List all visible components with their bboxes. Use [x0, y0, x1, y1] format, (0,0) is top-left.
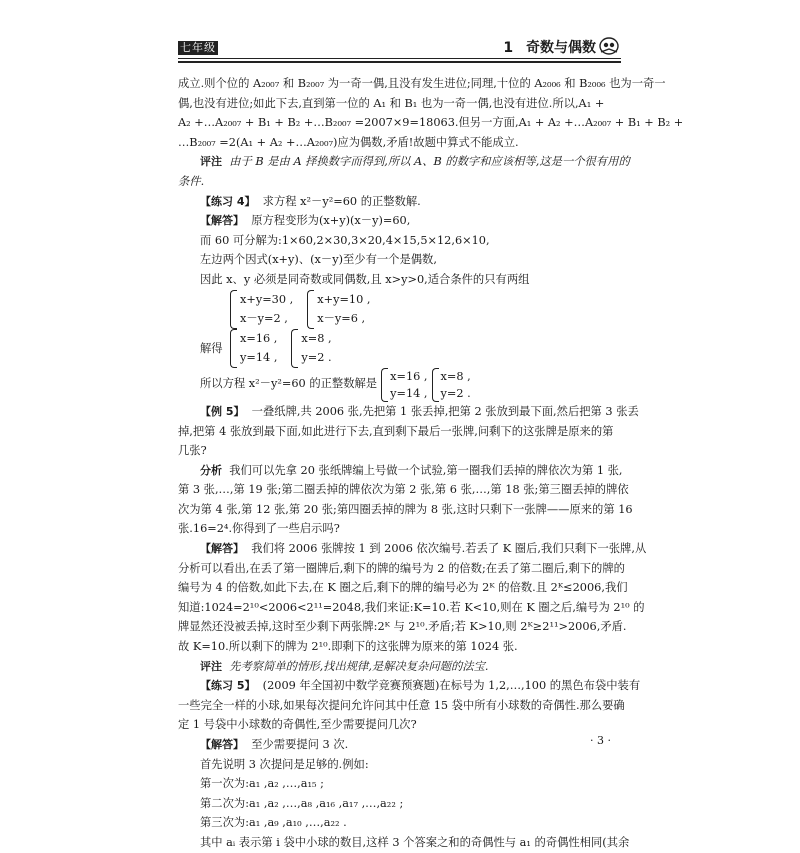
text-line: 因此 x、y 必须是同奇数或同偶数,且 x>y>0,适合条件的只有两组	[200, 272, 530, 286]
analysis-label: 分析	[200, 463, 222, 477]
text-line: 第 3 张,…,第 19 张;第二圈丢掉的牌依次为第 2 张,第 6 张,…,第 18 张;第三圈丢掉的牌依	[178, 483, 629, 497]
note-label: 评注	[200, 155, 222, 169]
text-line: 知道:1024=2¹⁰<2006<2¹¹=2048,我们来证:K=10.若 K<10,则在 K 圈之后,编号为 2¹⁰ 的	[178, 600, 645, 614]
text-line: 第一次为:a₁ ,a₂ ,…,a₁₅ ;	[200, 777, 324, 791]
solution-systems	[178, 329, 624, 368]
answer-text: 我们将 2006 张牌按 1 到 2006 依次编号.若丢了 K 圈后,我们只剩下一张牌,从	[251, 542, 647, 556]
text-line: …B₂₀₀₇ =2(A₁ + A₂ +…A₂₀₀₇)应为偶数,矛盾!故题中算式不能成立.	[178, 135, 519, 149]
answer-label: 【解答】	[200, 738, 244, 751]
note-text: 由于 B 是由 A 择换数字而得到,所以 A、B 的数字和应该相等,这是一个很有用的	[229, 155, 630, 169]
example-line	[178, 402, 639, 422]
text-line: 牌显然还没被丢掉,这时至少剩下两张牌:2ᴷ 与 2¹⁰.矛盾;若 K>10,则 2ᴷ≥2¹¹>2006,矛盾.	[178, 620, 627, 634]
note-line	[178, 152, 630, 172]
answer-label: 【解答】	[200, 542, 244, 556]
equation: x=8 ,	[440, 369, 471, 383]
equation: y=14 ,	[240, 351, 278, 365]
equation-system	[307, 290, 370, 329]
equation: x+y=30 ,	[240, 292, 294, 306]
text-line: A₂ +…A₂₀₀₇ + B₁ + B₂ +…B₂₀₀₇ =2007×9=18063.但另一方面,A₁ + A₂ +…A₂₀₀₇ + B₁ + B₂ +	[178, 116, 684, 130]
chapter-title: 奇数与偶数	[526, 40, 596, 56]
answer-line	[178, 539, 647, 559]
final-answer	[178, 368, 624, 402]
header-rule	[178, 58, 621, 59]
text-line: 几张?	[178, 444, 207, 458]
note-line	[178, 657, 624, 677]
answer-line	[178, 211, 624, 231]
solution-system	[291, 329, 331, 368]
equation: y=2 .	[440, 386, 471, 400]
text-line: 偶,也没有进位;如此下去,直到第一位的 A₁ 和 B₁ 也为一奇一偶,也没有进位.所以,A₁ +	[178, 96, 605, 110]
text-line: 张.16=2⁴.你得到了一些启示吗?	[178, 522, 340, 536]
equation: y=2 .	[301, 351, 332, 365]
final-system	[381, 368, 427, 402]
page-number: · 3 ·	[590, 734, 611, 747]
note-label: 评注	[200, 659, 222, 673]
solution-system	[230, 329, 277, 368]
exercise-line	[178, 676, 641, 696]
equation: x－y=2 ,	[240, 312, 288, 326]
example-text: 一叠纸牌,共 2006 张,先把第 1 张丢掉,把第 2 张放到最下面,然后把第 3 张丢	[251, 404, 639, 418]
note-text: 先考察简单的情形,找出规律,是解决复杂问题的法宝.	[229, 659, 489, 673]
equation-systems	[178, 290, 624, 329]
chapter-heading	[503, 40, 596, 56]
example-label: 【例 5】	[200, 404, 245, 418]
answer-text: 至少需要提问 3 次.	[251, 738, 349, 751]
equation-system	[230, 290, 293, 329]
solve-label: 解得	[200, 341, 223, 355]
equation: x+y=10 ,	[317, 292, 371, 306]
text-line: 编号为 4 的倍数,如此下去,在 K 圈之后,剩下的牌的编号必为 2ᴷ 的倍数.且 2ᴷ≤2006,我们	[178, 581, 628, 595]
text-line: 首先说明 3 次提问是足够的.例如:	[200, 757, 369, 771]
equation: x=16 ,	[240, 331, 278, 345]
text-line: 左边两个因式(x+y)、(x－y)至少有一个是偶数,	[200, 253, 437, 267]
equation: x－y=6 ,	[317, 312, 366, 326]
page-content	[178, 74, 684, 853]
exercise-label: 【练习 4】	[200, 194, 256, 208]
final-text: 所以方程 x²－y²=60 的正整数解是	[200, 376, 378, 390]
analysis-text: 我们可以先拿 20 张纸牌编上号做一个试验,第一圈我们丢掉的牌依次为第 1 张,	[229, 463, 623, 477]
answer-text: 原方程变形为(x+y)(x－y)=60,	[251, 214, 411, 228]
text-line: 次为第 4 张,第 12 张,第 20 张;第四圈丢掉的牌为 8 张,这时只剩下一张牌——原来的第 16	[178, 502, 633, 516]
text-line: 掉,把第 4 张放到最下面,如此进行下去,直到剩下最后一张牌,问剩下的这张牌是原来的第	[178, 424, 614, 438]
final-system	[432, 368, 471, 402]
note-text: 条件.	[178, 174, 205, 188]
exercise-text: 求方程 x²－y²=60 的正整数解.	[262, 194, 421, 208]
book-owl-icon	[598, 36, 620, 56]
text-line: 第三次为:a₁ ,a₉ ,a₁₀ ,…,a₂₂ .	[200, 816, 347, 830]
text-line: 成立.则个位的 A₂₀₀₇ 和 B₂₀₀₇ 为一奇一偶,且没有发生进位;同理,十位的 A₂₀₀₆ 和 B₂₀₀₆ 也为一奇一	[178, 77, 666, 90]
equation: x=16 ,	[390, 369, 428, 383]
answer-line	[178, 735, 624, 755]
text-line: 定 1 号袋中小球数的奇偶性,至少需要提问几次?	[178, 718, 417, 732]
equation: x=8 ,	[301, 331, 332, 345]
analysis-line	[178, 461, 624, 481]
text-line: 第二次为:a₁ ,a₂ ,…,a₈ ,a₁₆ ,a₁₇ ,…,a₂₂ ;	[200, 796, 404, 810]
text-line: 其中 aᵢ 表示第 i 袋中小球的数目,这样 3 个答案之和的奇偶性与 a₁ 的奇偶性相同(其余	[200, 835, 630, 849]
text-line: 而 60 可分解为:1×60,2×30,3×20,4×15,5×12,6×10,	[200, 233, 490, 247]
text-line: 一些完全一样的小球,如果每次提问允许问其中任意 15 袋中所有小球数的奇偶性.那么要确	[178, 698, 625, 712]
exercise-label: 【练习 5】	[200, 679, 256, 693]
equation: y=14 ,	[390, 386, 428, 400]
header-rule-thick	[178, 61, 621, 63]
exercise-text: (2009 年全国初中数学竞赛预赛题)在标号为 1,2,…,100 的黑色布袋中装有	[262, 679, 641, 693]
exercise-line	[178, 192, 624, 212]
text-line: 分析可以看出,在丢了第一圈牌后,剩下的牌的编号为 2 的倍数;在丢了第二圈后,剩下的牌的	[178, 561, 625, 575]
grade-tab: 七年级	[180, 41, 216, 54]
answer-label: 【解答】	[200, 214, 244, 228]
chapter-number: 1	[503, 40, 514, 56]
text-line: 故 K=10.所以剩下的牌为 2¹⁰.即剩下的这张牌为原来的第 1024 张.	[178, 640, 518, 654]
